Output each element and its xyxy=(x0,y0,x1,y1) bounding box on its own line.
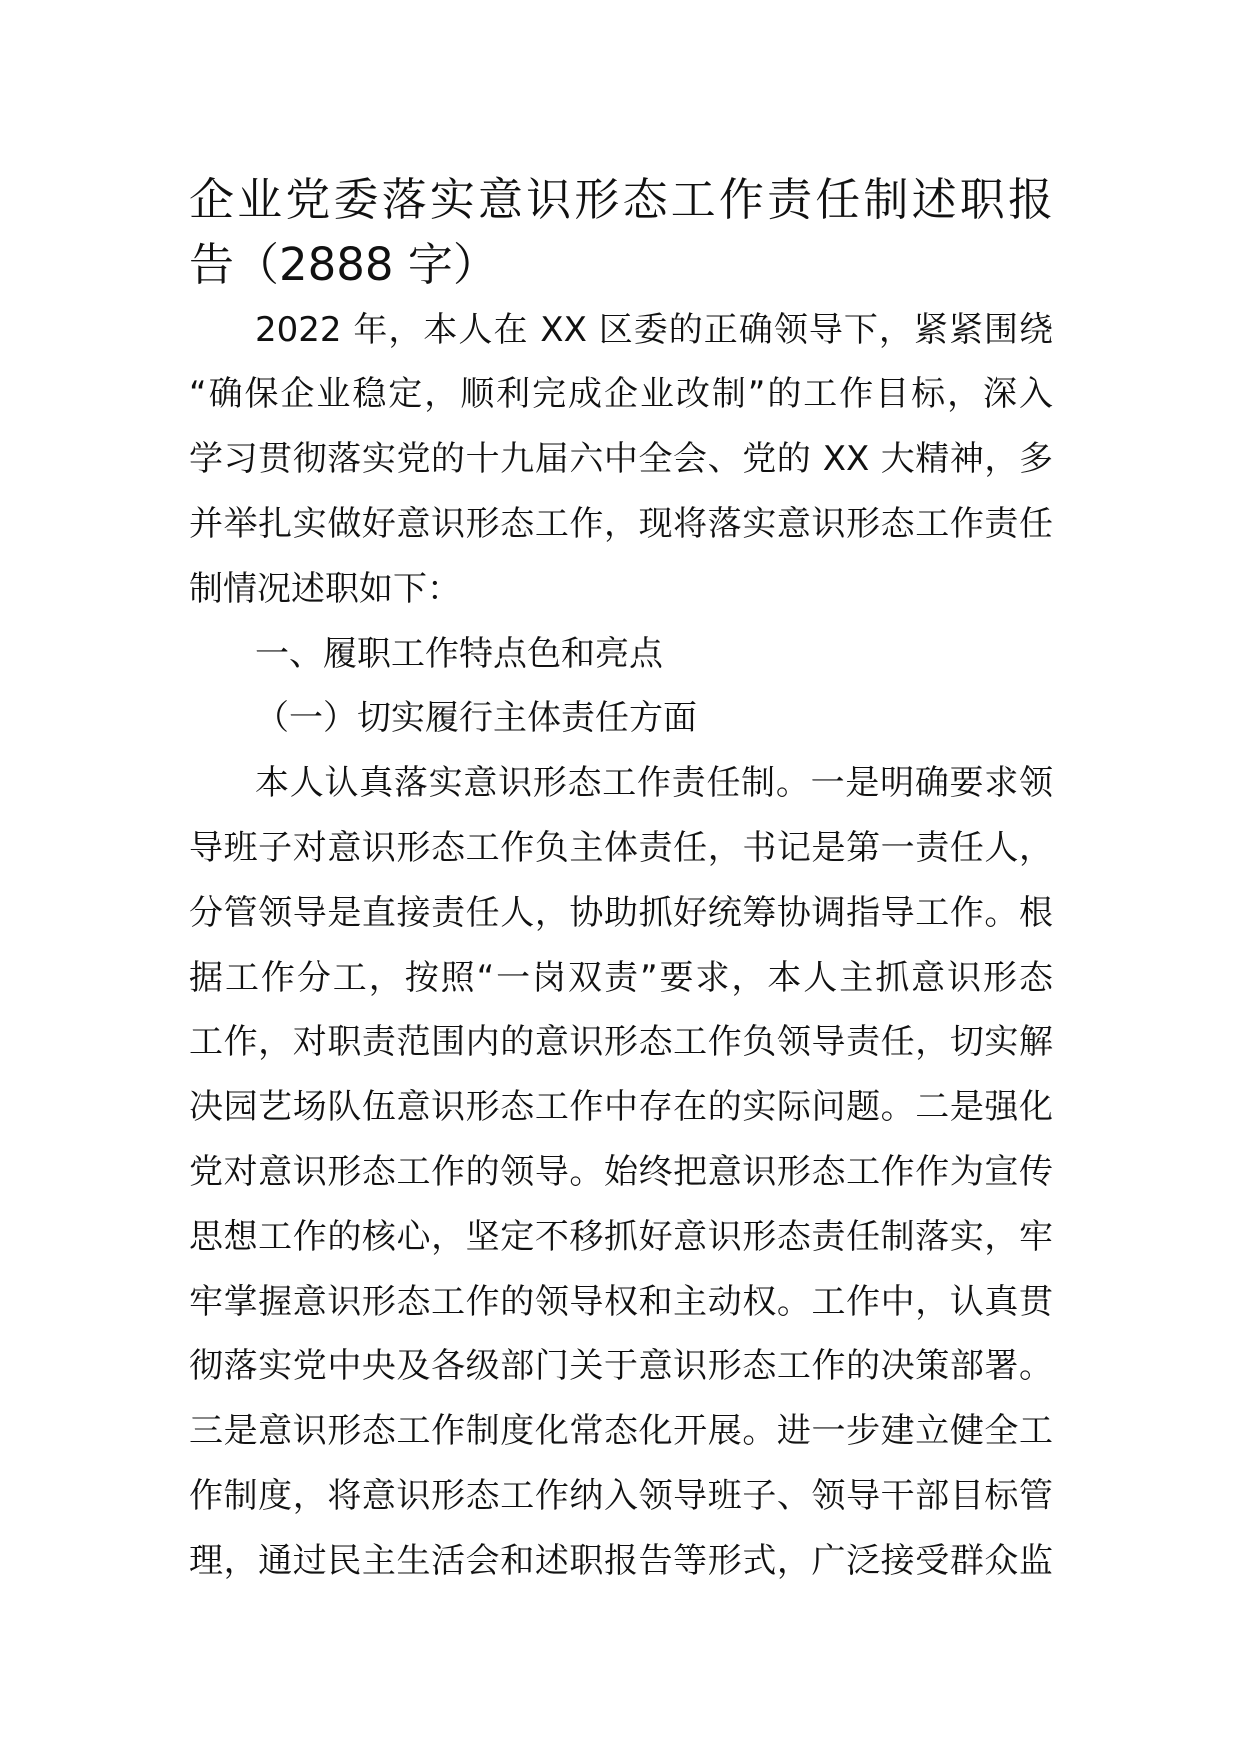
body-paragraph xyxy=(189,751,1053,1593)
paragraph-line: 牢掌握意识形态工作的领导权和主动权。工作中，认真贯 xyxy=(189,1281,1053,1322)
section-heading: 一、履职工作特点色和亮点 xyxy=(255,633,663,674)
document-title xyxy=(189,168,1053,298)
paragraph-line: 学习贯彻落实党的十九届六中全会、党的 XX 大精神，多 xyxy=(189,439,1053,480)
title-line: 告（2888 字） xyxy=(189,237,498,291)
document-page xyxy=(189,168,1053,1594)
paragraph-line: 党对意识形态工作的领导。始终把意识形态工作作为宣传 xyxy=(189,1151,1053,1192)
paragraph-line: 本人认真落实意识形态工作责任制。一是明确要求领 xyxy=(255,763,1053,804)
paragraph-line: 2022 年，本人在 XX 区委的正确领导下，紧紧围绕 xyxy=(255,309,1053,350)
paragraph-line: 决园艺场队伍意识形态工作中存在的实际问题。二是强化 xyxy=(189,1087,1053,1128)
paragraph-line: 作制度，将意识形态工作纳入领导班子、领导干部目标管 xyxy=(189,1475,1053,1516)
intro-paragraph xyxy=(189,298,1053,622)
title-line: 企业党委落实意识形态工作责任制述职报 xyxy=(189,173,1053,226)
paragraph-line: 导班子对意识形态工作负主体责任，书记是第一责任人， xyxy=(189,827,1053,868)
subsection-heading: （一）切实履行主体责任方面 xyxy=(255,698,697,739)
paragraph-line: 据工作分工，按照“一岗双责”要求，本人主抓意识形态 xyxy=(189,957,1053,998)
paragraph-line: 思想工作的核心，坚定不移抓好意识形态责任制落实，牢 xyxy=(189,1216,1053,1257)
paragraph-line: 制情况述职如下： xyxy=(189,568,461,609)
paragraph-line: 分管领导是直接责任人，协助抓好统筹协调指导工作。根 xyxy=(189,892,1053,933)
paragraph-line: 彻落实党中央及各级部门关于意识形态工作的决策部署。 xyxy=(189,1346,1053,1387)
paragraph-line: 并举扎实做好意识形态工作，现将落实意识形态工作责任 xyxy=(189,503,1053,544)
paragraph-line: “确保企业稳定，顺利完成企业改制”的工作目标，深入 xyxy=(189,374,1053,415)
paragraph-line: 三是意识形态工作制度化常态化开展。进一步建立健全工 xyxy=(189,1411,1053,1452)
paragraph-line: 理，通过民主生活会和述职报告等形式，广泛接受群众监 xyxy=(189,1540,1053,1581)
paragraph-line: 工作，对职责范围内的意识形态工作负领导责任，切实解 xyxy=(189,1022,1053,1063)
